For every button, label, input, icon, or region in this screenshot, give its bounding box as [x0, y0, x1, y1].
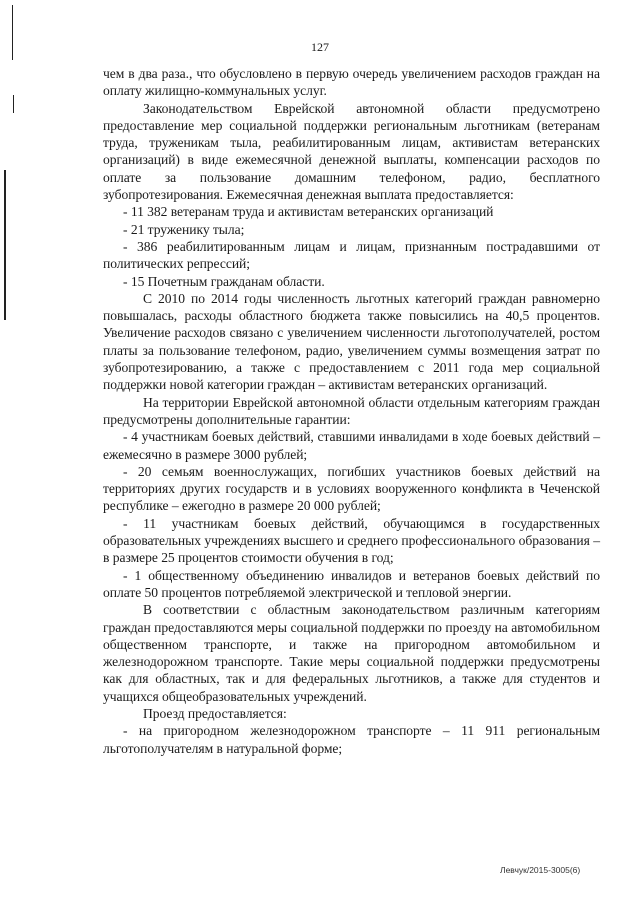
list-item: - 15 Почетным гражданам области. — [123, 273, 325, 289]
paragraph: чем в два раза., что обусловлено в первую очередь увеличением расходов граждан на оплату жилищно-коммунальных услуг. — [103, 66, 600, 99]
list-item: - 11 382 ветеранам труда и активистам ветеранских организаций — [123, 204, 494, 220]
list-item: - 20 семьям военнослужащих, погибших участников боевых действий на территориях других государств и в условиях вооруженного конфликта в Чеченской республике – ежегодно в размере 20 000 рублей; — [103, 463, 600, 514]
paragraph: Законодательством Еврейской автономной области предусмотрено предоставление мер социальной поддержки региональным льготникам (ветеранам труда, труженикам тыла, реабилитированным лицам, активистам ветеранских организаций) в виде ежемесячной денежной выплаты, компенсации расходов по оплате за пользование домашним телефоном, радио, бесплатного зубопротезирования. Ежемесячная денежная выплата предоставляется: — [103, 100, 600, 203]
paragraph: На территории Еврейской автономной области отдельным категориям граждан предусмотрены дополнительные гарантии: — [103, 394, 600, 427]
paragraph: В соответствии с областным законодательством различным категориям граждан предоставляются меры социальной поддержки по проезду на автомобильном общественном транспорте, и также на пригородном автомобильном и железнодорожном транспорте. Такие меры социальной поддержки предусмотрены как для областных, так и для федеральных льготников, а также для студентов и учащихся общеобразовательных учреждений. — [103, 602, 600, 704]
list-item: - 4 участникам боевых действий, ставшими инвалидами в ходе боевых действий – ежемесячно в размере 3000 рублей; — [103, 429, 600, 462]
footer-code: Левчук/2015-3005(6) — [500, 865, 581, 875]
scan-edge-mark-mid — [13, 95, 14, 113]
paragraph: С 2010 по 2014 годы численность льготных категорий граждан равномерно повышалась, расходы областного бюджета также повысились на 40,5 процентов. Увеличение расходов связано с увеличением численности льготополучателей, ростом платы за пользование телефоном, радио, увеличением суммы возмещения затрат по зубопротезированию, а также с предоставлением с 2011 года мер социальной поддержки новой категории граждан – активистам ветеранских организаций. — [103, 290, 600, 393]
list-item: - 1 общественному объединению инвалидов и ветеранов боевых действий по оплате 50 процентов потребляемой электрической и тепловой энергии. — [103, 567, 600, 600]
list-item: - 21 труженику тыла; — [123, 221, 245, 237]
document-body — [103, 65, 600, 757]
scan-edge-mark-bar — [4, 170, 6, 320]
page-number: 127 — [311, 40, 329, 54]
list-item: - 386 реабилитированным лицам и лицам, признанным пострадавшими от политических репрессий; — [103, 238, 600, 272]
paragraph: Проезд предоставляется: — [143, 705, 287, 721]
list-item: - на пригородном железнодорожном транспорте – 11 911 региональным льготополучателям в натуральной форме; — [103, 723, 600, 756]
list-item: - 11 участникам боевых действий, обучающимся в государственных образовательных учреждениях высшего и среднего профессионального образования – в размере 25 процентов стоимости обучения в год; — [103, 515, 600, 566]
